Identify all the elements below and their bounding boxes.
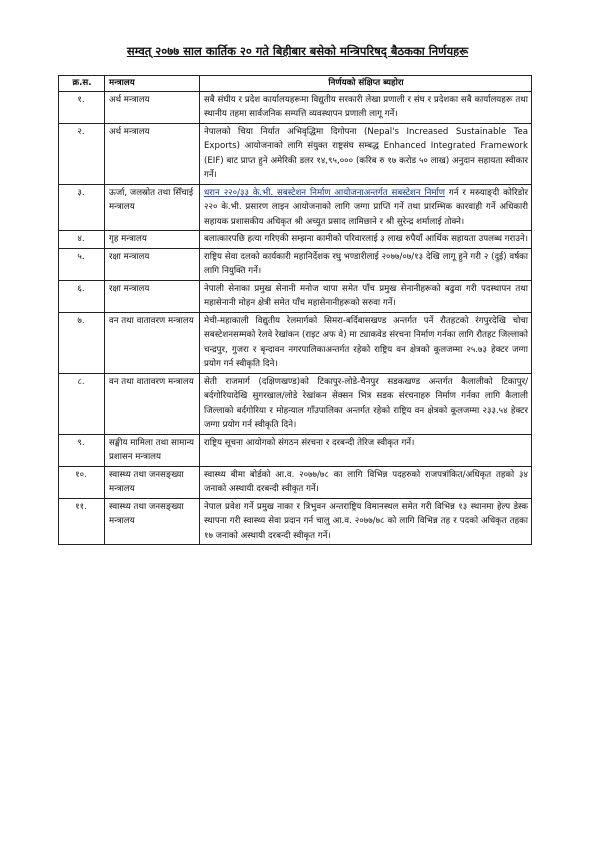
cell-ministry: रक्षा मन्त्रालय [105,248,200,280]
cell-decision: बलात्कारपछि हत्या गरिएकी सम्झना कामीको परिवारलाई ३ लाख रुपैयाँ आर्थिक सहायता उपलब्ध गराउने। [200,231,532,249]
cell-ministry: स्वास्थ्य तथा जनसङ्ख्या मन्त्रालय [105,466,200,498]
cell-decision: मेची-महाकाली विद्युतीय रेलमार्गको सिमरा-बर्दिबासखण्ड अन्तर्गत पर्ने रौतहटको रंगपुरदेखि चोचा सबस्टेशनसम्मको रेलवे रेखांकन (राइट अफ वे) मा ट्याकवेड संरचना निर्माण गर्नका लागि रौतहट जिल्लाको चन्द्रपुर, गुजरा र बृन्दावन नगरपालिकाअन्तर्गत रहेको राष्ट्रिय वन क्षेत्रको कूलजम्मा २५.७३ हेक्टर जग्गा प्रयोग गर्न स्वीकृति दिने। [200,312,532,373]
header-serial-number: क्र.स. [59,76,105,92]
cell-serial-number: ११. [59,498,105,545]
table-row [59,184,532,231]
cell-ministry: स्वास्थ्य तथा जनसङ्ख्या मन्त्रालय [105,498,200,545]
cell-decision: सबै संघीय र प्रदेश कार्यालयहरूमा विद्युतीय सरकारी लेखा प्रणाली र संघ र प्रदेशका सबै कार्यालयहरू तथा स्थानीय तहमा सार्वजनिक सम्पत्ति व्यवस्थापन प्रणाली लागू गर्ने। [200,91,532,123]
cell-ministry: गृह मन्त्रालय [105,231,200,249]
cell-decision: राष्ट्रिय सेवा दलको कार्यकारी महानिर्देशक रघु भण्डारीलाई २०७७/०७/१३ देखि लागू हुने गरी २ (दुई) वर्षका लागि नियुक्ति गर्ने। [200,248,532,280]
cell-ministry: ऊर्जा, जलस्रोत तथा सिँचाई मन्त्रालय [105,184,200,231]
cell-ministry: सङ्घीय मामिला तथा सामान्य प्रशासन मन्त्रालय [105,434,200,466]
cell-serial-number: १. [59,91,105,123]
table-row [59,498,532,545]
cell-serial-number: ५. [59,248,105,280]
cell-decision: सेती राजमार्ग (दक्षिणखण्ड)को टिकापुर-लोडे-चैनपुर सडकखण्ड अन्तर्गत कैलालीको टिकापुर/बर्दगोरियादेखि सुगरखाल/लोडे रेखांकन सेक्सन भित्र सडक संरचनाहरु निर्माण गर्नका लागि कैलाली जिल्लाको बर्दगोरिया र मोहन्याल गाँउपालिका अन्तर्गत रहेको राष्ट्रिय वन क्षेत्रको कूलजम्मा २३३.५४ हेक्टर जग्गा प्रयोग गर्न स्वीकृति दिने। [200,373,532,434]
decisions-table [58,75,532,545]
cell-ministry: वन तथा वातावरण मन्त्रालय [105,312,200,373]
cell-ministry: अर्थ मन्त्रालय [105,91,200,123]
cell-ministry: वन तथा वातावरण मन्त्रालय [105,373,200,434]
cell-ministry: रक्षा मन्त्रालय [105,280,200,312]
cell-serial-number: ६. [59,280,105,312]
table-row [59,280,532,312]
table-row [59,91,532,123]
cell-serial-number: ८. [59,373,105,434]
header-ministry: मन्त्रालय [105,76,200,92]
cell-decision: नेपाली सेनाका प्रमुख सेनानी मनोज थापा समेत पाँच प्रमुख सेनानीहरूको बढुवा गरी पदस्थापन तथा महासेनानी मोहन क्षेत्री समेत पाँच महासेनानीहरूको सरुवा गर्ने। [200,280,532,312]
cell-serial-number: २. [59,123,105,184]
table-row [59,248,532,280]
table-header-row [59,76,532,92]
cell-decision: नेपाल प्रवेश गर्ने प्रमुख नाका र त्रिभुवन अन्तराष्ट्रिय विमानस्थल समेत गरी विभिन्न १३ स्थानमा हेल्प डेस्क स्थापना गरी स्वास्थ्य सेवा प्रदान गर्न चालु आ.व. २०७७/७८ को लागि विभिन्न तह र पदको अधिकृत तहका १७ जनाको अस्थायी दरबन्दी स्वीकृत गर्ने। [200,498,532,545]
cell-serial-number: ९. [59,434,105,466]
highlighted-text: धरान २२०/३३ के.भी. सबस्टेशन निर्माण आयोजनाअन्तर्गत सबस्टेशन निर्माण [204,187,445,198]
table-row [59,231,532,249]
cell-ministry: अर्थ मन्त्रालय [105,123,200,184]
cell-decision: नेपालको चिया निर्यात अभिवृद्धिमा दिगोपना (Nepal's Increased Sustainable Tea Exports) आयोजनाको लागि संयुक्त राष्ट्रसंघ सम्बद्ध Enhanced Integrated Framework (EIF) बाट प्राप्त हुने अमेरिकी डलर १४,९५,००० (करिब रु १७ करोड ५० लाख) अनुदान सहायता स्वीकार गर्ने। [200,123,532,184]
table-row [59,434,532,466]
table-row [59,466,532,498]
cell-decision: राष्ट्रिय सूचना आयोगको संगठन संरचना र दरबन्दी तेरिज स्वीकृत गर्ने। [200,434,532,466]
table-row [59,312,532,373]
cell-serial-number: १०. [59,466,105,498]
table-row [59,373,532,434]
decision-text: गर्न र मस्र्याङ्दी कोरिडोर २२० के.भी. प्रसारण लाइन आयोजनाको लागि जग्गा प्राप्ति गर्ने तथा प्रारम्भिक कारवाही गर्ने अधिकारी सहायक प्रशासकीय अधिकृत श्री अच्युत प्रसाद लामिछाने र श्री सुरेन्द्र शर्मालाई तोक्ने। [204,187,528,227]
cell-serial-number: ३. [59,184,105,231]
cell-serial-number: ७. [59,312,105,373]
cell-decision: स्वास्थ्य बीमा बोर्डको आ.व. २०७७/७८ का लागि विभिन्न पदहरुको राजपत्रांकित/अधिकृत तहको ३४ जनाको अस्थायी दरबन्दी स्वीकृत गर्ने। [200,466,532,498]
header-decision: निर्णयको संक्षिप्त ब्यहोरा [200,76,532,92]
cell-serial-number: ४. [59,231,105,249]
table-row [59,123,532,184]
cell-decision [200,184,532,231]
page-title: सम्वत् २०७७ साल कार्तिक २० गते बिहीबार बसेको मन्त्रिपरिषद् बैठकका निर्णयहरू [126,44,469,58]
